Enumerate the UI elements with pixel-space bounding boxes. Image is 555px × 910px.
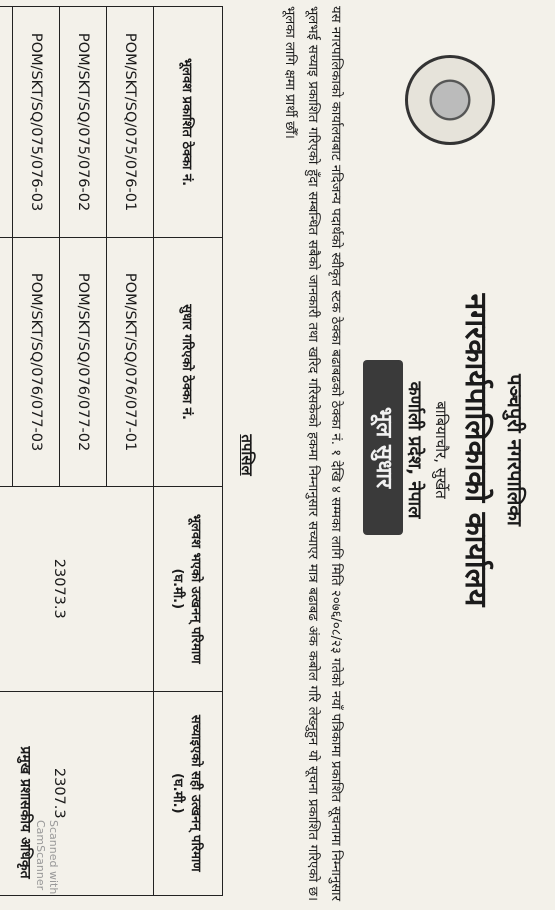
new-contract-no: POM/SKT/SQ/076/077-03 [13, 238, 60, 487]
column-header: सुधार गरिएको ठेक्का नं. [154, 238, 223, 487]
details-heading: तपसिल [238, 434, 256, 476]
scanner-watermark: Scanned with CamScanner [34, 820, 60, 895]
office-location: बाबियाचौर, सुर्खेत [432, 401, 450, 499]
notice-title-badge: भूल सुधार [363, 360, 403, 535]
notice-body: यस नगरपालिकाको कार्यालयबाट नदिजन्य पदार्थको स्वीकृत स्टक ठेक्का बढाबढको ठेक्का नं. १ देखि ४ सम्मका लागि मिति २०७६/०८/२३ गतेको नयाँ पत्रिकामा प्रकाशित सूचनामा निम्नानुसार भूलभई सच्याइ प्रकाशित गरिएको हुँदा सम्बन्धित सबैको जानकारी तथा खरिद गरिसकेको हकमा निम्नानुसार सच्याएर मात्र बढाबढ अंक कबोल गरि लेख्नुहुन यो सूचना प्रकाशित गरिएको छ। भूलका लागि क्षमा प्रार्थी छौँ। [282, 6, 343, 901]
table-header-row [154, 7, 223, 896]
old-contract-no [0, 7, 13, 238]
table-row [107, 7, 154, 896]
column-header: सच्याइएको सही उत्खनन् परिमाण (घ.मी.) [154, 691, 223, 896]
wrong-quantity: 23073.3 [0, 487, 154, 691]
new-contract-no: POM/SKT/SQ/076/077-01 [107, 238, 154, 487]
corrected-quantity: 2307.3 [0, 691, 154, 896]
signature-title: प्रमुख प्रशासकीय अधिकृत [17, 746, 33, 879]
column-header: भूलवश प्रकाशित ठेक्का नं. [154, 7, 223, 238]
province-name: कर्णाली प्रदेश, नेपाल [404, 381, 425, 519]
new-contract-no [0, 238, 13, 487]
old-contract-no: POM/SKT/SQ/075/076-02 [60, 7, 107, 238]
old-contract-no: POM/SKT/SQ/075/076-03 [13, 7, 60, 238]
column-header: भूलवश भएको उत्खनन् परिमाण (घ.मी.) [154, 487, 223, 691]
new-contract-no: POM/SKT/SQ/076/077-02 [60, 238, 107, 487]
municipality-name: पञ्चपुरी नगरपालिका [503, 374, 527, 526]
office-name: नगरकार्यपालिकाको कार्यालय [458, 293, 493, 607]
old-contract-no: POM/SKT/SQ/075/076-01 [107, 7, 154, 238]
letterhead [403, 120, 535, 780]
